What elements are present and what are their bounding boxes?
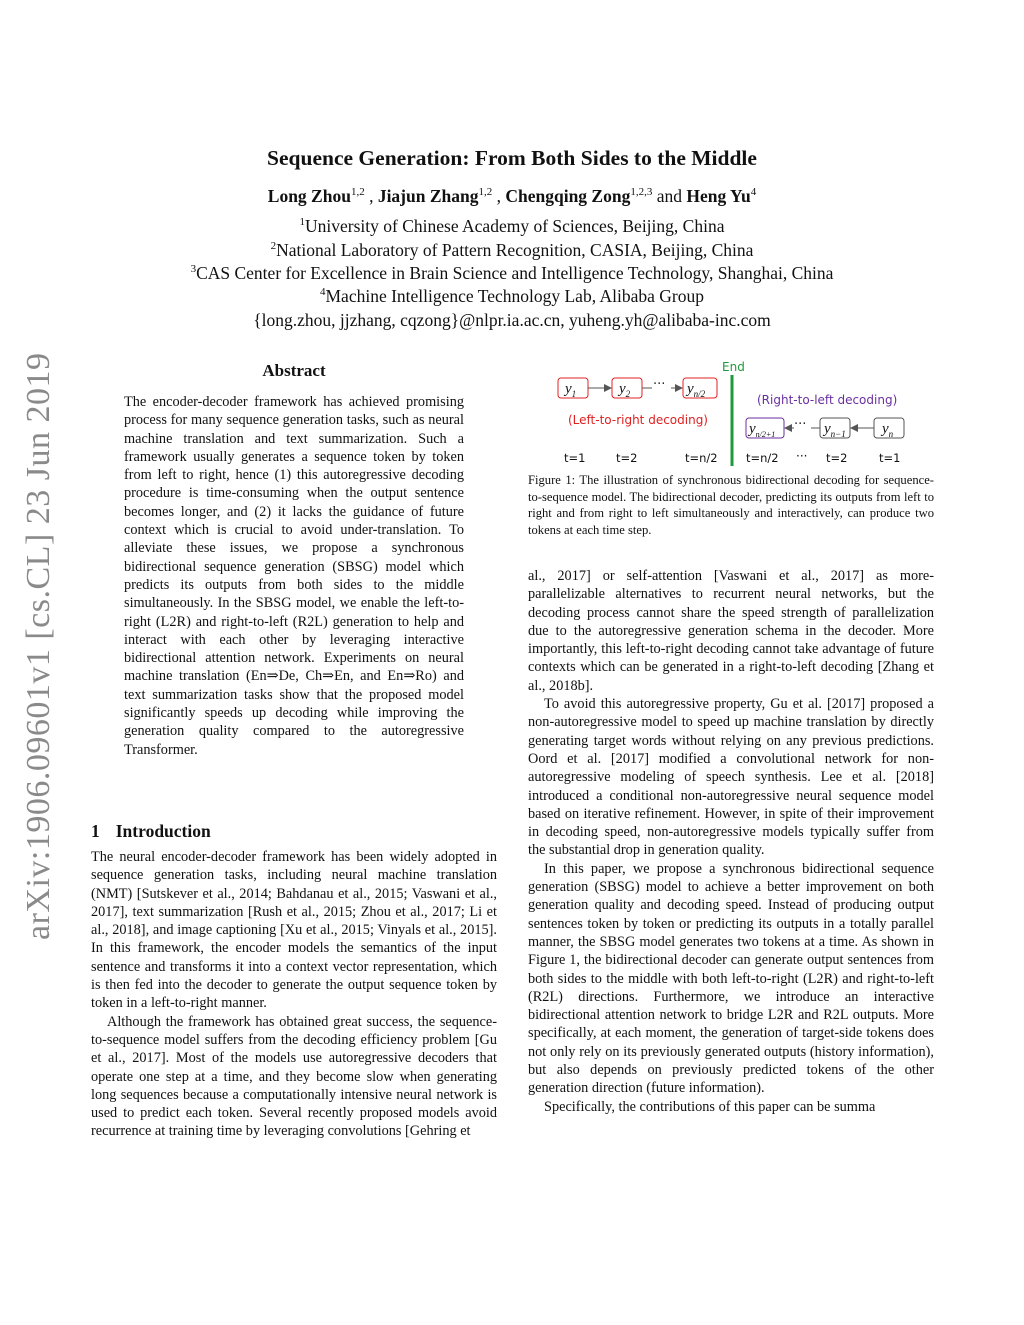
abstract-text: The encoder-decoder framework has achieved promising process for many sequence generation tasks, such as neural machine translation and text summarization. Such a framework usually generates a sequence token by token from left to right, hence (1) this autoregressive decoding procedure is time-consuming when the output sentence becomes longer, and (2) it lacks the guidance of future context which is crucial to avoid under-translation. To alleviate these issues, we propose a synchronous bidirectional sequence generation (SBSG) model which predicts its outputs from both sides to the middle simultaneously. In the SBSG model, we enable the left-to-right (L2R) and right-to-left (R2L) generation to help and interact with each other by leveraging interactive bidirectional attention network. Experiments on neural machine translation (En⇒De, Ch⇒En, and En⇒Ro) and text summarization tasks show that the proposed model significantly speeds up decoding while improving the generation quality compared to the autoregressive Transformer. bbox=[124, 394, 464, 758]
affiliation-2 bbox=[0, 240, 1024, 261]
author-affil-sup: 1,2,3 bbox=[630, 186, 653, 199]
affiliation-text: University of Chinese Academy of Sciences, Beijing, China bbox=[305, 216, 725, 236]
affiliation-text: Machine Intelligence Technology Lab, Alibaba Group bbox=[325, 286, 704, 306]
time-label: t=1 bbox=[879, 451, 901, 465]
intro-right-column bbox=[528, 567, 934, 1116]
arxiv-stamp: arXiv:1906.09601v1 [cs.CL] 23 Jun 2019 bbox=[20, 352, 57, 940]
figure-1-diagram bbox=[528, 356, 934, 470]
section-number: 1 bbox=[91, 821, 100, 841]
section-heading-introduction bbox=[91, 821, 211, 842]
r2l-label: (Right-to-left decoding) bbox=[757, 393, 898, 407]
email-addresses: {long.zhou, jjzhang, cqzong}@nlpr.ia.ac.cn, yuheng.yh@alibaba-inc.com bbox=[253, 310, 771, 330]
abstract-heading: Abstract bbox=[262, 361, 326, 380]
section-title: Introduction bbox=[115, 821, 211, 841]
intro-paragraph: In this paper, we propose a synchronous bidirectional sequence generation (SBSG) model to achieve a better improvement on both generation quality and decoding speed. Instead of producing output sentences token by token or predicting its outputs in a totally parallel manner, the SBSG model generates two tokens at a time. As shown in Figure 1, the bidirectional decoder can generate output sentences from both sides to the middle with both left-to-right (L2R) and right-to-left (R2L) directions. Furthermore, we introduce an interactive bidirectional attention network to bridge L2R and R2L outputs. More specifically, at each moment, the generation of target-side tokens does not only rely on its previously generated outputs (history information), but also depends on previously predicted tokens of the other generation direction (future information). bbox=[528, 860, 934, 1097]
author-name: Chengqing Zong bbox=[505, 186, 631, 206]
intro-paragraph: To avoid this autoregressive property, Gu et al. [2017] proposed a non-autoregressive model to speed up machine translation by directly generating target words without relying on any previous predictions. Oord et al. [2017] modified a convolutional network for non-autoregressive modeling of speech synthesis. Lee et al. [2018] introduced a conditional non-autoregressive neural sequence model based on iterative refinement. However, in spite of their improvement in decoding speed, non-autoregressive models typically suffer from the substantial drop in generation quality. bbox=[528, 696, 934, 859]
time-label: t=2 bbox=[616, 451, 638, 465]
intro-left-column bbox=[91, 848, 497, 1141]
affiliation-sup: 4 bbox=[320, 286, 326, 299]
intro-paragraph: al., 2017] or self-attention [Vaswani et al., 2017] as more-parallelizable alternatives to recurrent neural networks, but the decoding process cannot share the speed strength of parallelization due to the autoregressive generation schema in the decoder. More importantly, this left-to-right decoding cannot take advantage of future contexts which can be generated in a right-to-left decoding [Zhang et al., 2018b]. bbox=[528, 568, 934, 694]
end-label: End bbox=[722, 360, 745, 374]
affiliation-sup: 2 bbox=[270, 240, 277, 253]
intro-paragraph: The neural encoder-decoder framework has been widely adopted in sequence generation tasks, including neural machine translation (NMT) [Sutskever et al., 2014; Bahdanau et al., 2015; Vaswani et al., 2017], text summarization [Rush et al., 2015; Zhou et al., 2017; Li et al., 2018], and image captioning [Xu et al., 2015; Vinyals et al., 2015]. In this framework, the encoder models the semantics of the input sentence and transforms it into a context vector representation, which is then fed into the decoder to generate the output sequence token by token in a left-to-right manner. bbox=[91, 849, 497, 1012]
author-separator: , bbox=[492, 186, 506, 206]
author-name: Jiajun Zhang bbox=[377, 186, 479, 206]
author-affil-sup: 1,2 bbox=[350, 186, 365, 199]
l2r-token: $y_2$ bbox=[619, 381, 631, 399]
affiliation-sup: 3 bbox=[190, 263, 197, 276]
intro-paragraph: Specifically, the contributions of this paper can be summa bbox=[544, 1098, 876, 1115]
r2l-token: $y_{n/2+1}$ bbox=[749, 421, 776, 439]
author-affil-sup: 1,2 bbox=[478, 186, 493, 199]
intro-paragraph: Although the framework has obtained great success, the sequence-to-sequence model suffers from the decoding efficiency problem [Gu et al., 2017]. Most of the models use autoregressive decoders that operate one step at a time, and they become slow when generating long sequences because a computationally intensive neural network is used to predict each token. Several recently proposed models avoid recurrence at training time by leveraging convolutions [Gehring et bbox=[91, 1013, 497, 1140]
time-label: t=1 bbox=[564, 451, 586, 465]
l2r-ellipsis: ··· bbox=[653, 377, 666, 392]
time-label: t=n/2 bbox=[685, 451, 718, 465]
affiliation-sup: 1 bbox=[299, 216, 306, 229]
figure-1-caption: Figure 1: The illustration of synchronous bidirectional decoding for sequence-to-sequence model. The bidirectional decoder, predicting its outputs from left to right and from right to left simultaneously and interactively, can produce two tokens at each time step. bbox=[528, 473, 934, 537]
affiliation-1 bbox=[0, 216, 1024, 237]
time-label: t=2 bbox=[826, 451, 848, 465]
author-name: Heng Yu bbox=[686, 186, 751, 206]
affiliation-text: National Laboratory of Pattern Recognition, CASIA, Beijing, China bbox=[276, 240, 754, 260]
affiliation-3 bbox=[0, 263, 1024, 284]
figure-1 bbox=[528, 356, 934, 470]
r2l-token: $y_{n-1}$ bbox=[824, 421, 846, 439]
time-label: t=n/2 bbox=[746, 451, 779, 465]
time-ellipsis: ··· bbox=[796, 449, 808, 463]
l2r-token: $y_{n/2}$ bbox=[687, 381, 706, 399]
author-separator: , bbox=[364, 186, 378, 206]
author-separator: and bbox=[652, 186, 687, 206]
paper-title: Sequence Generation: From Both Sides to the Middle bbox=[267, 146, 757, 170]
r2l-ellipsis: ··· bbox=[794, 417, 807, 432]
l2r-token: $y_1$ bbox=[565, 381, 577, 399]
abstract-body bbox=[124, 393, 464, 759]
author-name: Long Zhou bbox=[267, 186, 351, 206]
r2l-token: $y_n$ bbox=[882, 421, 894, 439]
author-list bbox=[0, 186, 1024, 207]
author-affil-sup: 4 bbox=[750, 186, 757, 199]
affiliation-text: CAS Center for Excellence in Brain Science and Intelligence Technology, Shanghai, China bbox=[196, 263, 834, 283]
l2r-label: (Left-to-right decoding) bbox=[568, 413, 708, 427]
affiliation-4 bbox=[0, 286, 1024, 307]
